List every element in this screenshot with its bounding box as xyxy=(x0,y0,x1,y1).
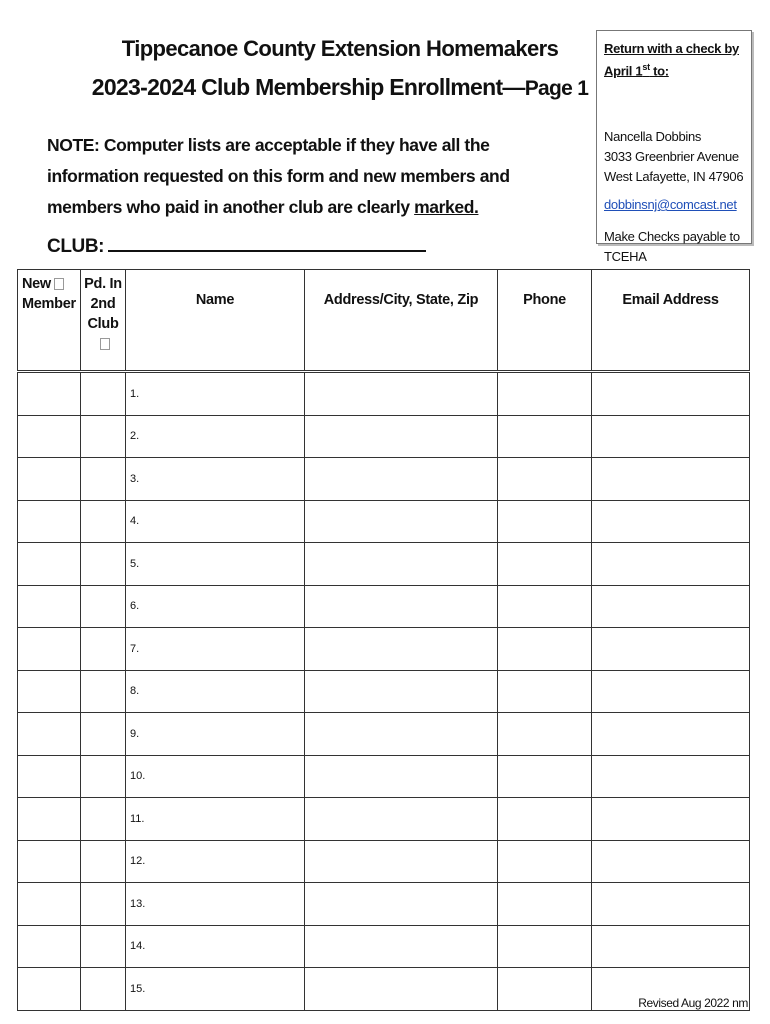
header-phone: Phone xyxy=(498,270,592,372)
email-cell[interactable] xyxy=(592,883,750,926)
name-cell[interactable] xyxy=(126,415,305,458)
name-cell[interactable] xyxy=(126,585,305,628)
table-row xyxy=(18,670,750,713)
paid-second-club-cell[interactable] xyxy=(81,840,126,883)
phone-cell[interactable] xyxy=(498,543,592,586)
row-number: 11. xyxy=(130,812,145,825)
email-cell[interactable] xyxy=(592,458,750,501)
row-number: 14. xyxy=(130,940,146,953)
return-info-box xyxy=(596,30,752,264)
header-email: Email Address xyxy=(592,270,750,372)
table-row xyxy=(18,755,750,798)
phone-cell[interactable] xyxy=(498,925,592,968)
phone-cell[interactable] xyxy=(498,458,592,501)
name-cell[interactable] xyxy=(126,968,305,1011)
new-member-cell[interactable] xyxy=(18,500,81,543)
phone-cell[interactable] xyxy=(498,840,592,883)
table-row xyxy=(18,713,750,756)
email-cell[interactable] xyxy=(592,585,750,628)
paid-second-club-cell[interactable] xyxy=(81,798,126,841)
new-member-cell[interactable] xyxy=(18,628,81,671)
table-row xyxy=(18,372,750,416)
row-number: 15. xyxy=(130,982,146,995)
email-cell[interactable] xyxy=(592,415,750,458)
return-line2-suffix: to: xyxy=(649,63,669,79)
paid-second-club-cell[interactable] xyxy=(81,968,126,1011)
address-cell[interactable] xyxy=(305,925,498,968)
phone-cell[interactable] xyxy=(498,372,592,416)
note-underlined-text: marked. xyxy=(414,197,479,217)
email-cell[interactable] xyxy=(592,713,750,756)
email-cell[interactable] xyxy=(592,543,750,586)
header-paid-text: Pd. In xyxy=(84,276,122,292)
phone-cell[interactable] xyxy=(498,755,592,798)
name-cell[interactable] xyxy=(126,670,305,713)
paid-second-club-cell[interactable] xyxy=(81,628,126,671)
name-cell[interactable] xyxy=(126,755,305,798)
form-page-label: Page 1 xyxy=(524,77,589,100)
new-member-cell[interactable] xyxy=(18,840,81,883)
row-number: 4. xyxy=(130,515,140,528)
row-number: 5. xyxy=(130,557,140,570)
address-cell[interactable] xyxy=(305,968,498,1011)
new-member-cell[interactable] xyxy=(18,372,81,416)
new-member-cell[interactable] xyxy=(18,925,81,968)
address-cell[interactable] xyxy=(305,585,498,628)
paid-second-club-cell[interactable] xyxy=(81,372,126,416)
header-name: Name xyxy=(126,270,305,372)
payment-note: Make Checks payable to TCEHA xyxy=(604,229,740,264)
paid-second-club-cell[interactable] xyxy=(81,415,126,458)
paid-second-club-cell[interactable] xyxy=(81,925,126,968)
new-member-cell[interactable] xyxy=(18,670,81,713)
paid-second-club-cell[interactable] xyxy=(81,500,126,543)
name-cell[interactable] xyxy=(126,925,305,968)
contact-city: West Lafayette, IN 47906 xyxy=(604,169,744,184)
club-field xyxy=(47,232,426,258)
phone-cell[interactable] xyxy=(498,670,592,713)
table-row xyxy=(18,628,750,671)
phone-cell[interactable] xyxy=(498,713,592,756)
address-cell[interactable] xyxy=(305,840,498,883)
return-deadline xyxy=(604,39,749,80)
table-row xyxy=(18,500,750,543)
paid-second-club-cell[interactable] xyxy=(81,670,126,713)
return-line1: Return with a check by xyxy=(604,41,739,56)
row-number: 13. xyxy=(130,897,146,910)
email-cell[interactable] xyxy=(592,670,750,713)
note-paragraph xyxy=(47,130,577,223)
new-member-cell[interactable] xyxy=(18,968,81,1011)
phone-cell[interactable] xyxy=(498,883,592,926)
club-label: CLUB: xyxy=(47,236,105,257)
header-member-text: Member xyxy=(22,296,76,312)
header-new-text: New xyxy=(22,276,51,292)
email-cell[interactable] xyxy=(592,500,750,543)
return-line2-prefix: April 1 xyxy=(604,63,643,79)
checkbox-icon xyxy=(100,338,110,350)
organization-name: Tippecanoe County Extension Homemakers xyxy=(121,36,559,61)
address-cell[interactable] xyxy=(305,883,498,926)
row-number: 9. xyxy=(130,727,140,740)
phone-cell[interactable] xyxy=(498,968,592,1011)
table-row xyxy=(18,925,750,968)
phone-cell[interactable] xyxy=(498,798,592,841)
email-cell[interactable] xyxy=(592,925,750,968)
email-cell[interactable] xyxy=(592,372,750,416)
new-member-cell[interactable] xyxy=(18,585,81,628)
address-cell[interactable] xyxy=(305,798,498,841)
paid-second-club-cell[interactable] xyxy=(81,543,126,586)
table-header-row xyxy=(18,270,750,372)
header-paid-second-club xyxy=(81,270,126,372)
new-member-cell[interactable] xyxy=(18,458,81,501)
header-address: Address/City, State, Zip xyxy=(305,270,498,372)
row-number: 8. xyxy=(130,685,140,698)
row-number: 10. xyxy=(130,770,146,783)
club-input-line[interactable] xyxy=(108,232,426,252)
address-cell[interactable] xyxy=(305,372,498,416)
paid-second-club-cell[interactable] xyxy=(81,713,126,756)
address-cell[interactable] xyxy=(305,415,498,458)
email-cell[interactable] xyxy=(592,628,750,671)
address-cell[interactable] xyxy=(305,458,498,501)
name-cell[interactable] xyxy=(126,458,305,501)
row-number: 1. xyxy=(130,387,140,400)
table-row xyxy=(18,458,750,501)
address-cell[interactable] xyxy=(305,543,498,586)
email-cell[interactable] xyxy=(592,840,750,883)
row-number: 2. xyxy=(130,430,140,443)
phone-cell[interactable] xyxy=(498,500,592,543)
header-new-member xyxy=(18,270,81,372)
name-cell[interactable] xyxy=(126,628,305,671)
name-cell[interactable] xyxy=(126,798,305,841)
name-cell[interactable] xyxy=(126,883,305,926)
name-cell[interactable] xyxy=(126,372,305,416)
contact-name: Nancella Dobbins xyxy=(604,129,702,144)
name-cell[interactable] xyxy=(126,713,305,756)
row-number: 3. xyxy=(130,472,140,485)
paid-second-club-cell[interactable] xyxy=(81,883,126,926)
new-member-cell[interactable] xyxy=(18,883,81,926)
row-number: 6. xyxy=(130,600,140,613)
new-member-cell[interactable] xyxy=(18,543,81,586)
row-number: 7. xyxy=(130,642,140,655)
return-address xyxy=(604,127,743,187)
new-member-cell[interactable] xyxy=(18,713,81,756)
email-cell[interactable] xyxy=(592,798,750,841)
phone-cell[interactable] xyxy=(498,628,592,671)
table-row xyxy=(18,840,750,883)
enrollment-table xyxy=(17,269,750,1011)
address-cell[interactable] xyxy=(305,628,498,671)
contact-street: 3033 Greenbrier Avenue xyxy=(604,149,739,164)
table-row xyxy=(18,415,750,458)
contact-email-link[interactable]: dobbinsnj@comcast.net xyxy=(604,197,737,212)
revision-note: Revised Aug 2022 nm xyxy=(638,996,748,1010)
name-cell[interactable] xyxy=(126,543,305,586)
new-member-cell[interactable] xyxy=(18,415,81,458)
address-cell[interactable] xyxy=(305,500,498,543)
address-cell[interactable] xyxy=(305,755,498,798)
header-2nd-text: 2nd xyxy=(90,296,116,312)
form-title-main: 2023-2024 Club Membership Enrollment— xyxy=(91,74,525,100)
phone-cell[interactable] xyxy=(498,415,592,458)
email-cell[interactable] xyxy=(592,755,750,798)
address-cell[interactable] xyxy=(305,713,498,756)
new-member-cell[interactable] xyxy=(18,755,81,798)
address-cell[interactable] xyxy=(305,670,498,713)
note-text: NOTE: Computer lists are acceptable if they have all the information requested on this form and new members and members who paid in another club are clearly xyxy=(47,135,510,217)
table-row xyxy=(18,883,750,926)
table-row xyxy=(18,543,750,586)
paid-second-club-cell[interactable] xyxy=(81,458,126,501)
table-row xyxy=(18,585,750,628)
name-cell[interactable] xyxy=(126,840,305,883)
checkbox-icon xyxy=(54,278,64,290)
header-club-text: Club xyxy=(87,316,119,332)
return-line2-sup: st xyxy=(642,62,650,72)
phone-cell[interactable] xyxy=(498,585,592,628)
name-cell[interactable] xyxy=(126,500,305,543)
paid-second-club-cell[interactable] xyxy=(81,755,126,798)
row-number: 12. xyxy=(130,855,146,868)
table-row xyxy=(18,798,750,841)
paid-second-club-cell[interactable] xyxy=(81,585,126,628)
new-member-cell[interactable] xyxy=(18,798,81,841)
form-title xyxy=(0,74,680,101)
